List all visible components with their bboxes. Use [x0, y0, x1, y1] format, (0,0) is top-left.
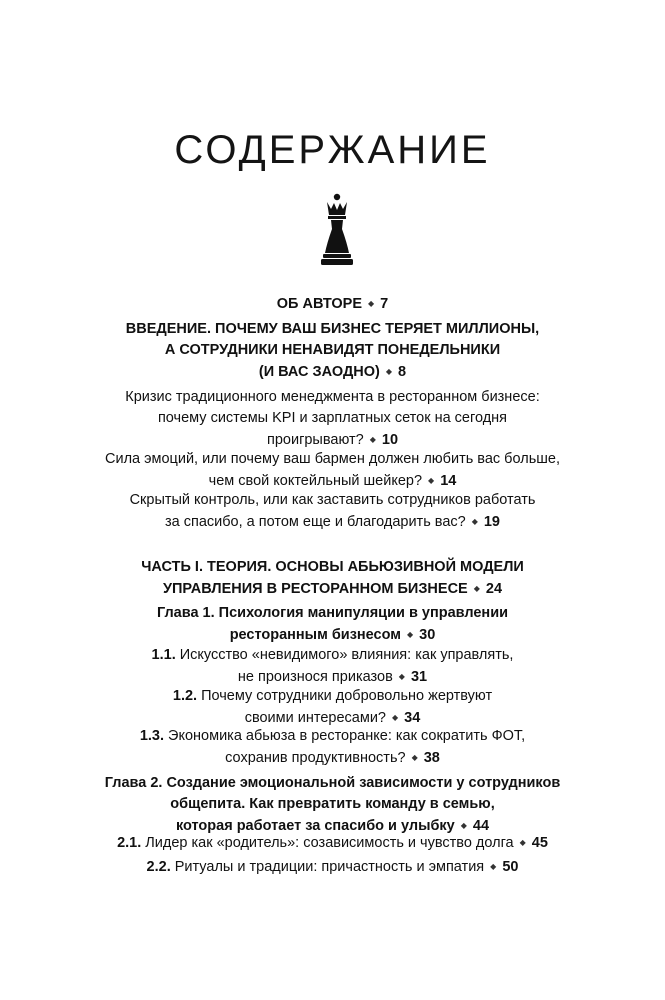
page-number: 50 [502, 859, 519, 875]
toc-entry-about-author[interactable] [80, 293, 585, 315]
entry-line-last: сохранив продуктивность? ◆ 38 [225, 750, 440, 766]
diamond-icon: ◆ [369, 435, 376, 444]
diamond-icon: ◆ [473, 584, 480, 593]
diamond-icon: ◆ [407, 630, 414, 639]
page-number: 7 [380, 296, 389, 312]
toc-entry-hidden-control[interactable] [80, 490, 585, 533]
entry-line-first [80, 645, 585, 666]
entry-line-last [80, 832, 585, 854]
entry-line: Лидер как «родитель»: созависимость и чувство долга [145, 835, 514, 851]
toc-entry-chapter-1[interactable] [80, 603, 585, 646]
page-number: 31 [410, 669, 428, 685]
page-number: 38 [423, 750, 440, 766]
entry-line: Глава 2. Создание эмоциональной зависимости у сотрудников [104, 775, 561, 791]
entry-line: Глава 1. Психология манипуляции в управлении [156, 605, 509, 621]
section-number: 1.3. [139, 728, 165, 744]
diamond-icon: ◆ [471, 517, 478, 526]
page-number: 44 [472, 818, 490, 834]
section-number: 2.2. [146, 859, 171, 875]
toc-entry-introduction[interactable] [80, 319, 585, 383]
diamond-icon: ◆ [398, 672, 405, 681]
page-number: 14 [440, 473, 457, 489]
toc-entry-2-2[interactable] [80, 856, 585, 878]
entry-line: Скрытый контроль, или как заставить сотрудников работать [129, 492, 536, 508]
page-number: 45 [531, 835, 548, 851]
entry-line: почему системы KPI и зарплатных сеток на сегодня [157, 410, 508, 426]
entry-line: ВВЕДЕНИЕ. ПОЧЕМУ ВАШ БИЗНЕС ТЕРЯЕТ МИЛЛИОНЫ, [125, 321, 540, 337]
diamond-icon: ◆ [490, 862, 497, 871]
entry-line: Экономика абьюза в ресторанке: как сократить ФОТ, [168, 728, 526, 744]
entry-line-last: (И ВАС ЗАОДНО) ◆ 8 [258, 364, 407, 380]
entry-line: ОБ АВТОРЕ ◆ 7 [276, 296, 389, 312]
entry-line: Искусство «невидимого» влияния: как управлять, [179, 647, 514, 663]
page-title: СОДЕРЖАНИЕ [174, 128, 491, 172]
toc-entry-1-2[interactable] [80, 686, 585, 729]
section-number: 1.1. [151, 647, 176, 663]
entry-line: Ритуалы и традиции: причастность и эмпатия [174, 859, 485, 875]
entry-line: общепита. Как превратить команду в семью, [170, 796, 495, 812]
entry-line: Кризис традиционного менеджмента в ресторанном бизнесе: [125, 389, 540, 405]
entry-line: Сила эмоций, или почему ваш бармен должен любить вас больше, [105, 451, 560, 467]
entry-line: Почему сотрудники добровольно жертвуют [201, 688, 493, 704]
entry-line-last: своими интересами? ◆ 34 [244, 710, 421, 726]
page-number: 34 [404, 710, 421, 726]
toc-entry-emotions[interactable] [80, 449, 585, 492]
toc-entry-part-1[interactable] [80, 557, 585, 600]
toc-entry-1-1[interactable] [80, 645, 585, 688]
diamond-icon: ◆ [519, 838, 526, 847]
diamond-icon: ◆ [428, 476, 435, 485]
entry-line-last: чем свой коктейльный шейкер? ◆ 14 [208, 473, 457, 489]
toc-entry-2-1[interactable] [80, 832, 585, 854]
toc-entry-chapter-2[interactable] [80, 773, 585, 837]
diamond-icon: ◆ [460, 821, 467, 830]
section-number: 2.1. [117, 835, 142, 851]
entry-line: А СОТРУДНИКИ НЕНАВИДЯТ ПОНЕДЕЛЬНИКИ [164, 342, 501, 358]
diamond-icon: ◆ [385, 367, 393, 376]
page-number: 30 [419, 627, 436, 643]
entry-line-last: проигрывают? ◆ 10 [266, 432, 399, 448]
entry-line: ЧАСТЬ I. ТЕОРИЯ. ОСНОВЫ АБЬЮЗИВНОЙ МОДЕЛИ [141, 559, 524, 575]
section-number: 1.2. [172, 688, 198, 704]
page-number: 19 [483, 514, 500, 530]
entry-line-last: УПРАВЛЕНИЯ В РЕСТОРАННОМ БИЗНЕСЕ ◆ 24 [162, 581, 503, 597]
page-number: 10 [381, 432, 399, 448]
page-number: 24 [485, 581, 503, 597]
diamond-icon: ◆ [391, 713, 399, 722]
entry-line-last: за спасибо, а потом еще и благодарить вас? ◆ 19 [165, 514, 500, 530]
diamond-icon: ◆ [411, 753, 418, 762]
entry-line-last: не произнося приказов ◆ 31 [237, 669, 428, 685]
toc-entry-crisis[interactable] [80, 387, 585, 451]
entry-line-last: которая работает за спасибо и улыбку ◆ 44 [175, 818, 490, 834]
toc-entry-1-3[interactable] [80, 726, 585, 769]
chess-queen-icon [318, 193, 356, 267]
entry-line-last: ресторанным бизнесом ◆ 30 [229, 627, 436, 643]
entry-line-first [80, 686, 585, 707]
entry-line-last [80, 856, 585, 878]
page-number: 8 [398, 364, 407, 380]
entry-line-first [80, 726, 585, 747]
diamond-icon: ◆ [368, 299, 375, 308]
